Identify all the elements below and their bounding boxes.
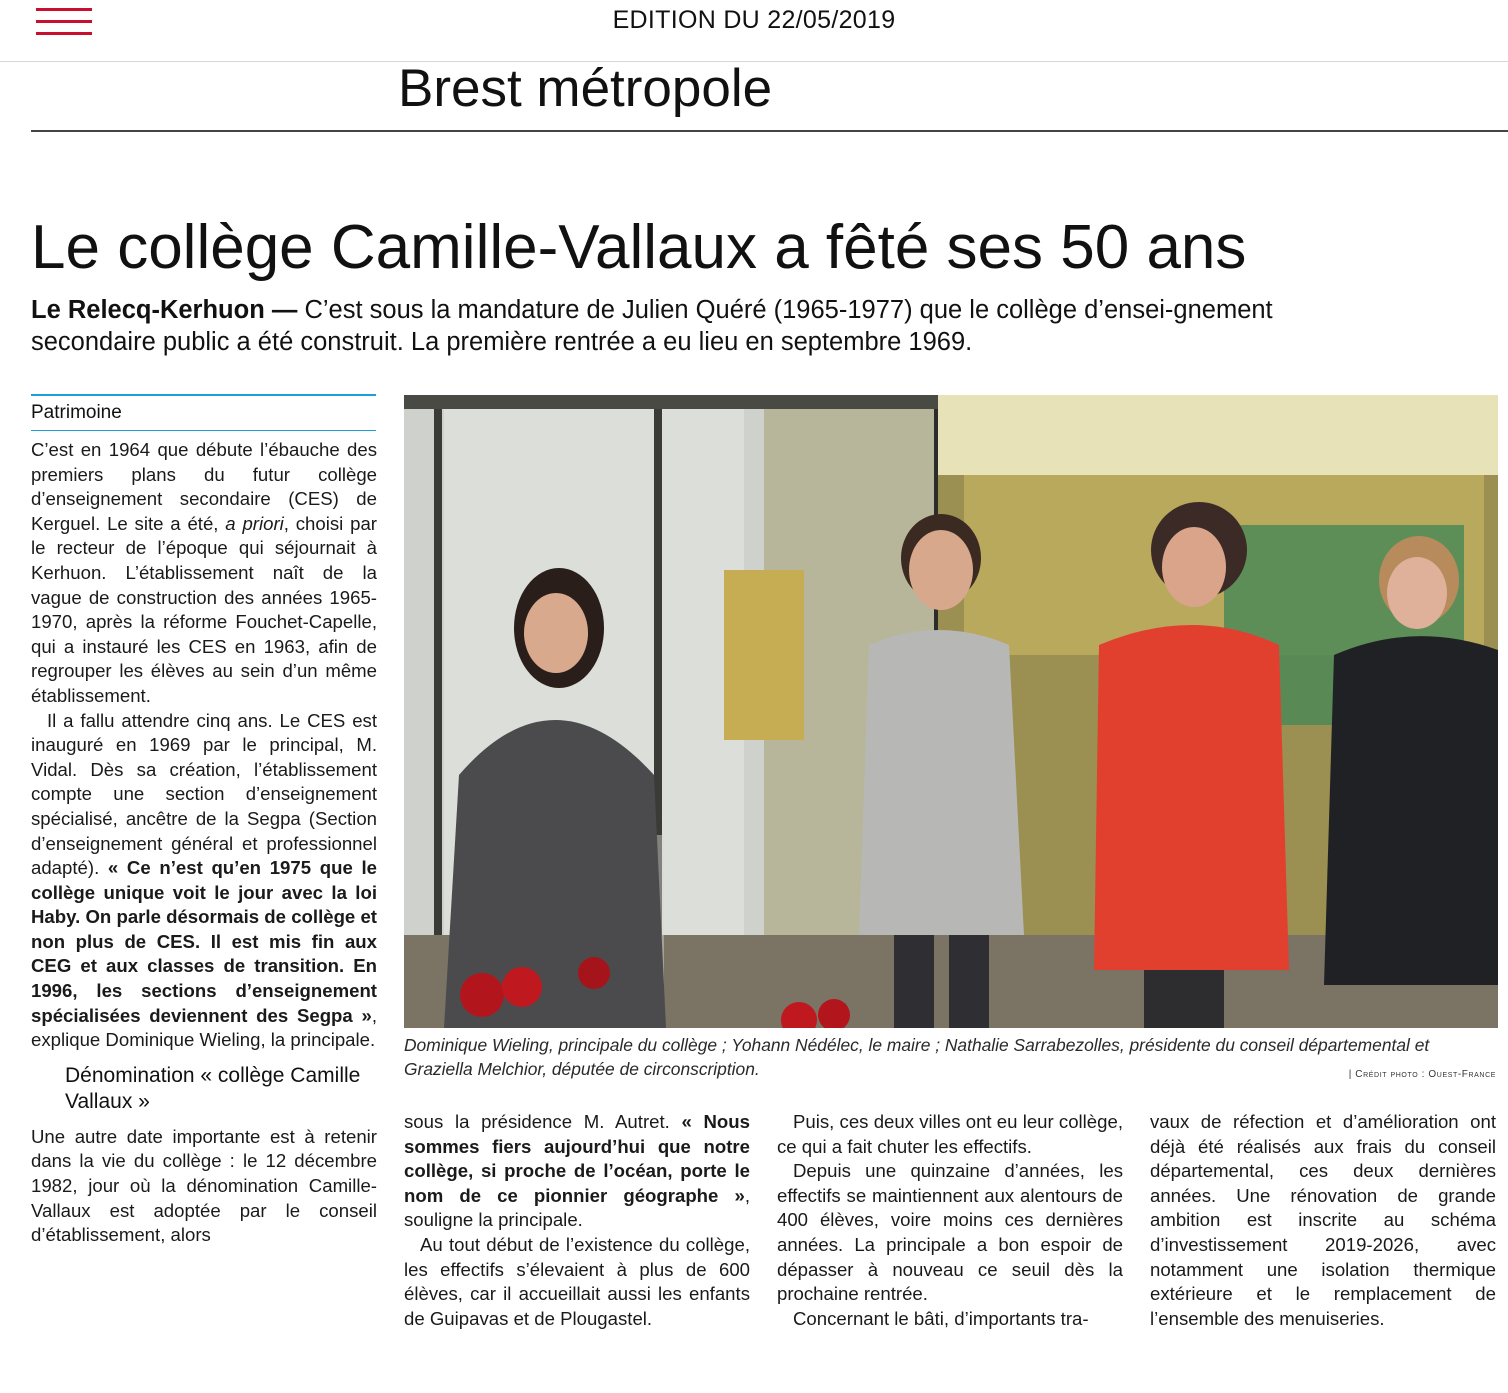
article-photo	[404, 395, 1498, 1028]
photo-caption: Dominique Wieling, principale du collège ; Yohann Nédélec, le maire ; Nathalie Sarrabezolles, présidente du conseil départemental et Graziella Melchior, députée de circonscription.	[404, 1035, 1430, 1079]
quote-bold: « Nous sommes fiers aujourd’hui que notre collège, si proche de l’océan, porte le nom de ce pionnier géographe »	[404, 1111, 750, 1206]
lead-location: Le Relecq-Kerhuon —	[31, 296, 298, 324]
paragraph: Concernant le bâti, d’importants tra-	[793, 1307, 1089, 1329]
quote-bold: « Ce n’est qu’en 1975 que le collège unique voit le jour avec la loi Haby. On parle désormais de collège et non plus de CES. Il est mis fin aux CEG et aux classes de transition. En 1996, les sections d’enseignement spécialisées deviennent des Segpa »	[31, 857, 377, 1026]
top-bar	[0, 0, 1508, 62]
text-run: , souligne la principale.	[404, 1184, 750, 1231]
paragraph	[404, 1110, 750, 1233]
section-divider	[31, 130, 1508, 132]
paragraph: vaux de réfection et d’amélioration ont déjà été réalisés aux frais du conseil départemental, ces deux dernières années. Une rénovation de grande ambition est inscrite au schéma d’investissement 2019-2026, avec notamment une isolation thermique extérieure et le remplacement de l’ensemble des menuiseries.	[1150, 1111, 1496, 1329]
photo-credit: | Crédit photo : Ouest-France	[1348, 1069, 1496, 1080]
article-column-2	[404, 1110, 750, 1331]
article-column-1	[31, 438, 377, 1248]
paragraph	[31, 438, 377, 709]
article-column-3	[777, 1110, 1123, 1331]
photo-illustration	[404, 395, 1498, 1028]
paragraph: Au tout début de l’existence du collège, les effectifs s’élevaient à plus de 600 élèves, car il accueillait aussi les enfants de Guipavas et de Plougastel.	[404, 1233, 750, 1329]
paragraph: Puis, ces deux villes ont eu leur collège, ce qui a fait chuter les effectifs.	[777, 1111, 1123, 1157]
section-title: Brest métropole	[398, 59, 773, 118]
article-subhead: Dénomination « collège Camille Vallaux »	[65, 1063, 361, 1113]
text-italic: a priori	[225, 512, 284, 534]
text-run: Il a fallu attendre cinq ans. Le CES est inauguré en 1969 par le principal, M. Vidal. Dès sa création, l’établissement compte une section d’enseignement spécialisé, ancêtre de la Segpa (Section d’enseignement général et professionnel adapté).	[31, 709, 377, 879]
paragraph: Depuis une quinzaine d’années, les effectifs se maintiennent aux alentours de 400 élèves, voire moins ces dernières années. La principale a bon espoir de dépasser à nouveau ce seuil dès la prochaine rentrée.	[777, 1160, 1123, 1305]
article-lead	[31, 294, 1321, 358]
rubric-rule-top	[31, 394, 376, 396]
text-run: , choisi par le recteur de l’époque qui séjournait à Kerhuon. L’établissement naît de la vague de construction des années 1965-1970, après la réforme Fouchet-Capelle, qui a instauré les CES en 1963, afin de regrouper les élèves au sein d’un même établissement.	[31, 512, 377, 706]
paragraph	[31, 709, 377, 1053]
paragraph: Une autre date importante est à retenir dans la vie du collège : le 12 décembre 1982, jour où la dénomination Camille-Vallaux est adoptée par le conseil d’établissement, alors	[31, 1125, 377, 1246]
text-run: sous la présidence M. Autret.	[404, 1111, 682, 1132]
text-run: C’est en 1964 que débute l’ébauche des premiers plans du futur collège d’enseignement secondaire (CES) de Kerguel. Le site a été,	[31, 439, 377, 534]
article-column-4	[1150, 1110, 1496, 1331]
rubric-label: Patrimoine	[31, 402, 122, 423]
lead-text: C’est sous la mandature de Julien Quéré (1965-1977) que le collège d’ensei-gnement secondaire public a été construit. La première rentrée a eu lieu en septembre 1969.	[31, 296, 1273, 356]
edition-date: EDITION DU 22/05/2019	[612, 6, 896, 34]
text-run: , explique Dominique Wieling, la principale.	[31, 1004, 377, 1051]
article-headline: Le collège Camille-Vallaux a fêté ses 50 ans	[31, 213, 1247, 282]
rubric-rule-bottom	[31, 430, 376, 431]
